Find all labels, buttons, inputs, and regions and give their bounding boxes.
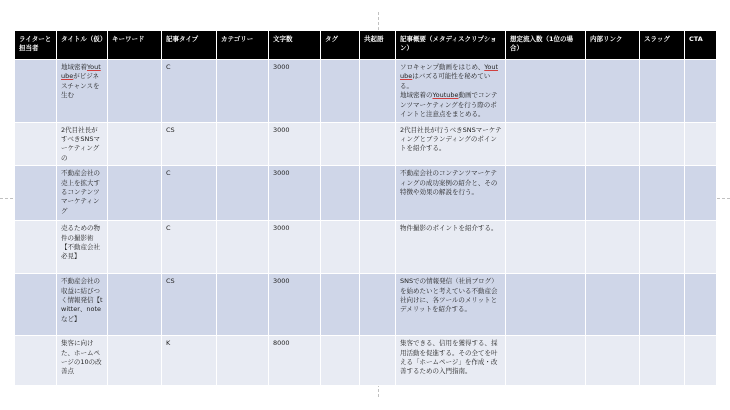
header-row [15,31,717,60]
cell-cooccurrence[interactable] [360,274,396,336]
cell-chars[interactable]: 3000 [269,274,321,336]
cell-traffic[interactable] [506,336,586,386]
cell-slug[interactable] [640,336,685,386]
cell-tag[interactable] [321,221,360,274]
col-header-cta[interactable]: CTA [685,31,717,60]
cell-keyword[interactable] [108,166,162,221]
cell-title[interactable]: 不動産会社の売上を拡大するコンテンツマーケティング [57,166,108,221]
cell-internal-links[interactable] [586,274,640,336]
cell-type[interactable]: CS [162,122,217,166]
cell-cta[interactable] [685,336,717,386]
cell-writer[interactable] [15,60,57,123]
cell-cooccurrence[interactable] [360,336,396,386]
cell-cooccurrence[interactable] [360,221,396,274]
cell-writer[interactable] [15,221,57,274]
cell-traffic[interactable] [506,274,586,336]
cell-cta[interactable] [685,122,717,166]
col-header-type[interactable]: 記事タイプ [162,31,217,60]
col-header-cooccurrence[interactable]: 共起語 [360,31,396,60]
cell-type[interactable]: C [162,221,217,274]
cell-category[interactable] [217,60,269,123]
cell-writer[interactable] [15,166,57,221]
cell-title[interactable]: 集客に向けた、ホームページの10の改善点 [57,336,108,386]
cell-type[interactable]: C [162,60,217,123]
cell-category[interactable] [217,274,269,336]
cell-category[interactable] [217,166,269,221]
cell-traffic[interactable] [506,166,586,221]
cell-chars[interactable]: 3000 [269,221,321,274]
table-row [15,166,717,221]
cell-summary[interactable]: 2代目社長が行うべきSNSマーケティングとブランディングのポイントを紹介する。 [396,122,506,166]
cell-type[interactable]: K [162,336,217,386]
cell-internal-links[interactable] [586,166,640,221]
cell-slug[interactable] [640,166,685,221]
cell-internal-links[interactable] [586,122,640,166]
cell-tag[interactable] [321,122,360,166]
table-row [15,336,717,386]
cell-category[interactable] [217,122,269,166]
col-header-slug[interactable]: スラッグ [640,31,685,60]
cell-title[interactable]: 不動産会社の収益に結びつく情報発信【twitter、noteなど】 [57,274,108,336]
cell-keyword[interactable] [108,336,162,386]
col-header-title[interactable]: タイトル（仮） [57,31,108,60]
cell-cta[interactable] [685,166,717,221]
cell-slug[interactable] [640,60,685,123]
col-header-category[interactable]: カテゴリー [217,31,269,60]
cell-writer[interactable] [15,274,57,336]
col-header-traffic[interactable]: 想定流入数（1位の場合） [506,31,586,60]
cell-title[interactable]: 2代目社長がすべきSNSマーケティングの [57,122,108,166]
cell-title[interactable]: 地域密着Youtubeがビジネスチャンスを生む [57,60,108,123]
col-header-internal-links[interactable]: 内部リンク [586,31,640,60]
cell-slug[interactable] [640,122,685,166]
table-row [15,221,717,274]
cell-internal-links[interactable] [586,60,640,123]
cell-cooccurrence[interactable] [360,60,396,123]
col-header-chars[interactable]: 文字数 [269,31,321,60]
cell-chars[interactable]: 3000 [269,166,321,221]
cell-category[interactable] [217,221,269,274]
cell-internal-links[interactable] [586,221,640,274]
cell-internal-links[interactable] [586,336,640,386]
col-header-tag[interactable]: タグ [321,31,360,60]
cell-tag[interactable] [321,274,360,336]
cell-traffic[interactable] [506,122,586,166]
cell-tag[interactable] [321,166,360,221]
table-row [15,122,717,166]
cell-title[interactable]: 売るための物件の撮影術【不動産会社必見】 [57,221,108,274]
cell-keyword[interactable] [108,122,162,166]
cell-summary[interactable]: ソロキャンプ動画をはじめ、Youtubeはバズる可能性を秘めている。 地域密着のYoutube動画でコンテンツマーケティングを行う際のポイントと注意点をまとめる。 [396,60,506,123]
cell-cta[interactable] [685,221,717,274]
cell-tag[interactable] [321,336,360,386]
cell-summary[interactable]: 集客できる、信用を獲得する、採用活動を促進する。その全てを叶える「ホームページ」を作成・改善するための入門指南。 [396,336,506,386]
article-plan-table [14,30,717,386]
cell-cta[interactable] [685,60,717,123]
cell-cooccurrence[interactable] [360,166,396,221]
cell-cta[interactable] [685,274,717,336]
cell-category[interactable] [217,336,269,386]
cell-summary[interactable]: 不動産会社のコンテンツマーケティングの成功案例の紹介と、その特徴や効果の解説を行う。 [396,166,506,221]
cell-keyword[interactable] [108,274,162,336]
cell-traffic[interactable] [506,221,586,274]
cell-chars[interactable]: 8000 [269,336,321,386]
cell-chars[interactable]: 3000 [269,122,321,166]
cell-slug[interactable] [640,221,685,274]
cell-writer[interactable] [15,336,57,386]
col-header-keyword[interactable]: キーワード [108,31,162,60]
table-row [15,274,717,336]
cell-writer[interactable] [15,122,57,166]
table-row [15,60,717,123]
cell-keyword[interactable] [108,221,162,274]
cell-slug[interactable] [640,274,685,336]
cell-chars[interactable]: 3000 [269,60,321,123]
cell-type[interactable]: C [162,166,217,221]
col-header-summary[interactable]: 記事概要（メタディスクリプション） [396,31,506,60]
cell-summary[interactable]: SNSでの情報発信（社員ブログ）を始めたいと考えている不動産会社向けに、各ツールのメリットとデメリットを紹介する。 [396,274,506,336]
cell-type[interactable]: CS [162,274,217,336]
cell-tag[interactable] [321,60,360,123]
col-header-writer[interactable]: ライターと担当者 [15,31,57,60]
cell-cooccurrence[interactable] [360,122,396,166]
cell-traffic[interactable] [506,60,586,123]
cell-summary[interactable]: 物件撮影のポイントを紹介する。 [396,221,506,274]
cell-keyword[interactable] [108,60,162,123]
